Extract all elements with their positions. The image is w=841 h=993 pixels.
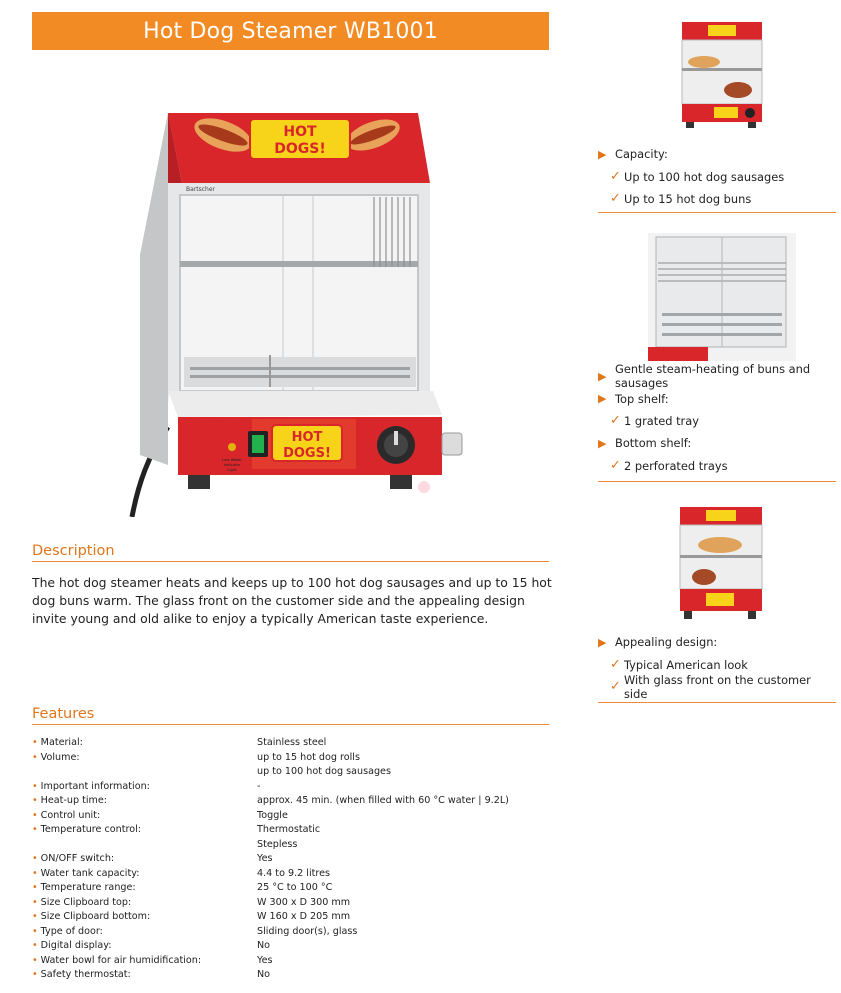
side-item-text: With glass front on the customer side	[624, 672, 811, 701]
feature-value: No	[257, 940, 271, 951]
bullet-icon: •	[32, 780, 38, 792]
feature-values	[257, 780, 549, 795]
bullet-icon: •	[32, 867, 38, 879]
side-sub-item	[598, 410, 836, 432]
panel-caption-2: Indicator	[223, 462, 241, 467]
feature-value: Yes	[257, 853, 273, 864]
feature-label-text: Size Clipboard bottom:	[40, 911, 151, 922]
brand-label: Bartscher	[186, 186, 215, 193]
side-list-shelves	[598, 362, 836, 482]
feature-values	[257, 794, 549, 809]
bullet-icon: •	[32, 853, 38, 864]
feature-row	[32, 852, 549, 867]
bullet-icon: •	[32, 969, 38, 980]
triangle-right-icon: ▶	[598, 147, 607, 161]
feature-row	[32, 910, 549, 925]
side-item-text: 1 grated tray	[624, 413, 699, 428]
features-heading: Features	[32, 706, 549, 725]
feature-label-text: ON/OFF switch:	[40, 853, 115, 864]
bullet-icon: •	[32, 795, 38, 806]
feature-values	[257, 751, 549, 780]
feature-value: up to 15 hot dog rolls	[257, 751, 360, 763]
side-item-text: Up to 15 hot dog buns	[624, 191, 752, 206]
feature-row	[32, 823, 549, 852]
bullet-icon: •	[32, 882, 38, 893]
description-heading: Description	[32, 543, 549, 562]
feature-values	[257, 852, 549, 867]
feature-label-text: Safety thermostat:	[40, 969, 131, 980]
feature-row	[32, 896, 549, 911]
side-heading-item	[598, 362, 836, 391]
feature-values	[257, 881, 549, 896]
bullet-icon: •	[32, 737, 38, 748]
side-image-interior	[648, 233, 796, 361]
side-item-text: 2 perforated trays	[624, 458, 728, 473]
side-sub-item	[598, 672, 836, 701]
feature-label-text: Size Clipboard top:	[40, 896, 132, 908]
bullet-icon: •	[32, 824, 38, 835]
feature-row	[32, 867, 549, 882]
feature-row	[32, 925, 549, 940]
feature-label	[32, 809, 257, 824]
feature-label	[32, 823, 257, 852]
feature-row	[32, 794, 549, 809]
feature-value: Thermostatic	[257, 824, 321, 835]
feature-row	[32, 954, 549, 969]
sign-text-bottom: DOGS!	[274, 141, 326, 157]
features-list	[32, 736, 549, 983]
feature-row	[32, 809, 549, 824]
side-item-text: Gentle steam-heating of buns and sausages	[615, 362, 811, 391]
panel-text-top: HOT	[291, 430, 323, 445]
side-list-capacity	[598, 143, 836, 213]
feature-label	[32, 736, 257, 751]
triangle-right-icon: ▶	[598, 392, 607, 406]
feature-label	[32, 751, 257, 780]
feature-label-text: Water bowl for air humidification:	[40, 954, 202, 966]
feature-value: Stainless steel	[257, 737, 327, 748]
feature-label	[32, 954, 257, 969]
feature-row	[32, 736, 549, 751]
feature-value: 25 °C to 100 °C	[257, 882, 333, 893]
panel-caption-3: Light	[227, 467, 237, 472]
checkmark-icon: ✓	[610, 413, 621, 429]
side-sub-item	[598, 188, 836, 210]
feature-label-text: Temperature range:	[40, 882, 136, 893]
feature-label-text: Type of door:	[40, 925, 103, 937]
feature-value: W 160 x D 205 mm	[257, 911, 351, 922]
feature-label	[32, 910, 257, 925]
feature-values	[257, 736, 549, 751]
panel-caption-1: Low Water	[222, 457, 242, 462]
feature-value: Yes	[257, 954, 273, 966]
side-item-text: Appealing design:	[615, 635, 718, 650]
feature-values	[257, 867, 549, 882]
page-title: Hot Dog Steamer WB1001	[32, 12, 549, 50]
feature-label-text: Material:	[40, 737, 83, 748]
feature-value: -	[257, 780, 261, 792]
side-sub-item	[598, 455, 836, 477]
checkmark-icon: ✓	[610, 458, 621, 474]
side-item-text: Up to 100 hot dog sausages	[624, 169, 785, 184]
feature-values	[257, 896, 549, 911]
feature-values	[257, 809, 549, 824]
panel-text-bottom: DOGS!	[283, 446, 331, 461]
feature-label	[32, 939, 257, 954]
feature-label-text: Temperature control:	[40, 824, 141, 835]
side-image-front	[676, 18, 768, 130]
feature-value: up to 100 hot dog sausages	[257, 766, 391, 777]
feature-value: Toggle	[257, 809, 288, 821]
bullet-icon: •	[32, 896, 38, 908]
feature-label	[32, 925, 257, 940]
feature-label-text: Water tank capacity:	[40, 867, 140, 879]
side-sub-item	[598, 165, 836, 187]
bullet-icon: •	[32, 925, 38, 937]
side-item-text: Typical American look	[624, 657, 748, 672]
bullet-icon: •	[32, 809, 38, 821]
feature-label-text: Volume:	[40, 751, 80, 763]
feature-row	[32, 881, 549, 896]
side-item-text: Capacity:	[615, 147, 668, 162]
checkmark-icon: ✓	[610, 679, 621, 695]
side-item-text: Top shelf:	[615, 391, 669, 406]
feature-label	[32, 896, 257, 911]
triangle-right-icon: ▶	[598, 436, 607, 450]
feature-value: 4.4 to 9.2 litres	[257, 867, 331, 879]
side-heading-item	[598, 387, 836, 409]
feature-label-text: Heat-up time:	[40, 795, 108, 806]
description-text: The hot dog steamer heats and keeps up to 100 hot dog sausages and up to 15 hot dog buns warm. The glass front on the customer side and the appealing design invite young and old alike to enjoy a typically American taste experience.	[32, 575, 552, 626]
feature-label	[32, 867, 257, 882]
feature-value: approx. 45 min. (when filled with 60 °C water | 9.2L)	[257, 795, 509, 806]
feature-label	[32, 852, 257, 867]
product-image	[128, 105, 468, 517]
checkmark-icon: ✓	[610, 169, 621, 185]
side-list-design	[598, 631, 836, 703]
feature-row	[32, 968, 549, 983]
feature-values	[257, 939, 549, 954]
feature-value: No	[257, 969, 271, 980]
checkmark-icon: ✓	[610, 191, 621, 207]
feature-values	[257, 823, 549, 852]
feature-values	[257, 968, 549, 983]
feature-row	[32, 780, 549, 795]
feature-value: Sliding door(s), glass	[257, 925, 358, 937]
triangle-right-icon: ▶	[598, 369, 607, 383]
feature-label-text: Digital display:	[40, 940, 112, 951]
triangle-right-icon: ▶	[598, 635, 607, 649]
feature-label-text: Important information:	[40, 780, 150, 792]
side-image-side	[672, 505, 770, 623]
feature-label	[32, 968, 257, 983]
side-item-text: Bottom shelf:	[615, 436, 692, 451]
feature-row	[32, 751, 549, 780]
sign-text-top: HOT	[283, 124, 317, 140]
feature-label	[32, 881, 257, 896]
side-heading-item	[598, 143, 836, 165]
feature-values	[257, 910, 549, 925]
feature-value: W 300 x D 300 mm	[257, 896, 351, 908]
feature-label-text: Control unit:	[40, 809, 101, 821]
feature-values	[257, 925, 549, 940]
checkmark-icon: ✓	[610, 657, 621, 673]
bullet-icon: •	[32, 940, 38, 951]
bullet-icon: •	[32, 751, 38, 763]
feature-values	[257, 954, 549, 969]
feature-value: Stepless	[257, 838, 298, 850]
side-heading-item	[598, 432, 836, 454]
side-heading-item	[598, 631, 836, 653]
feature-label	[32, 780, 257, 795]
feature-label	[32, 794, 257, 809]
bullet-icon: •	[32, 954, 38, 966]
bullet-icon: •	[32, 911, 38, 922]
feature-row	[32, 939, 549, 954]
